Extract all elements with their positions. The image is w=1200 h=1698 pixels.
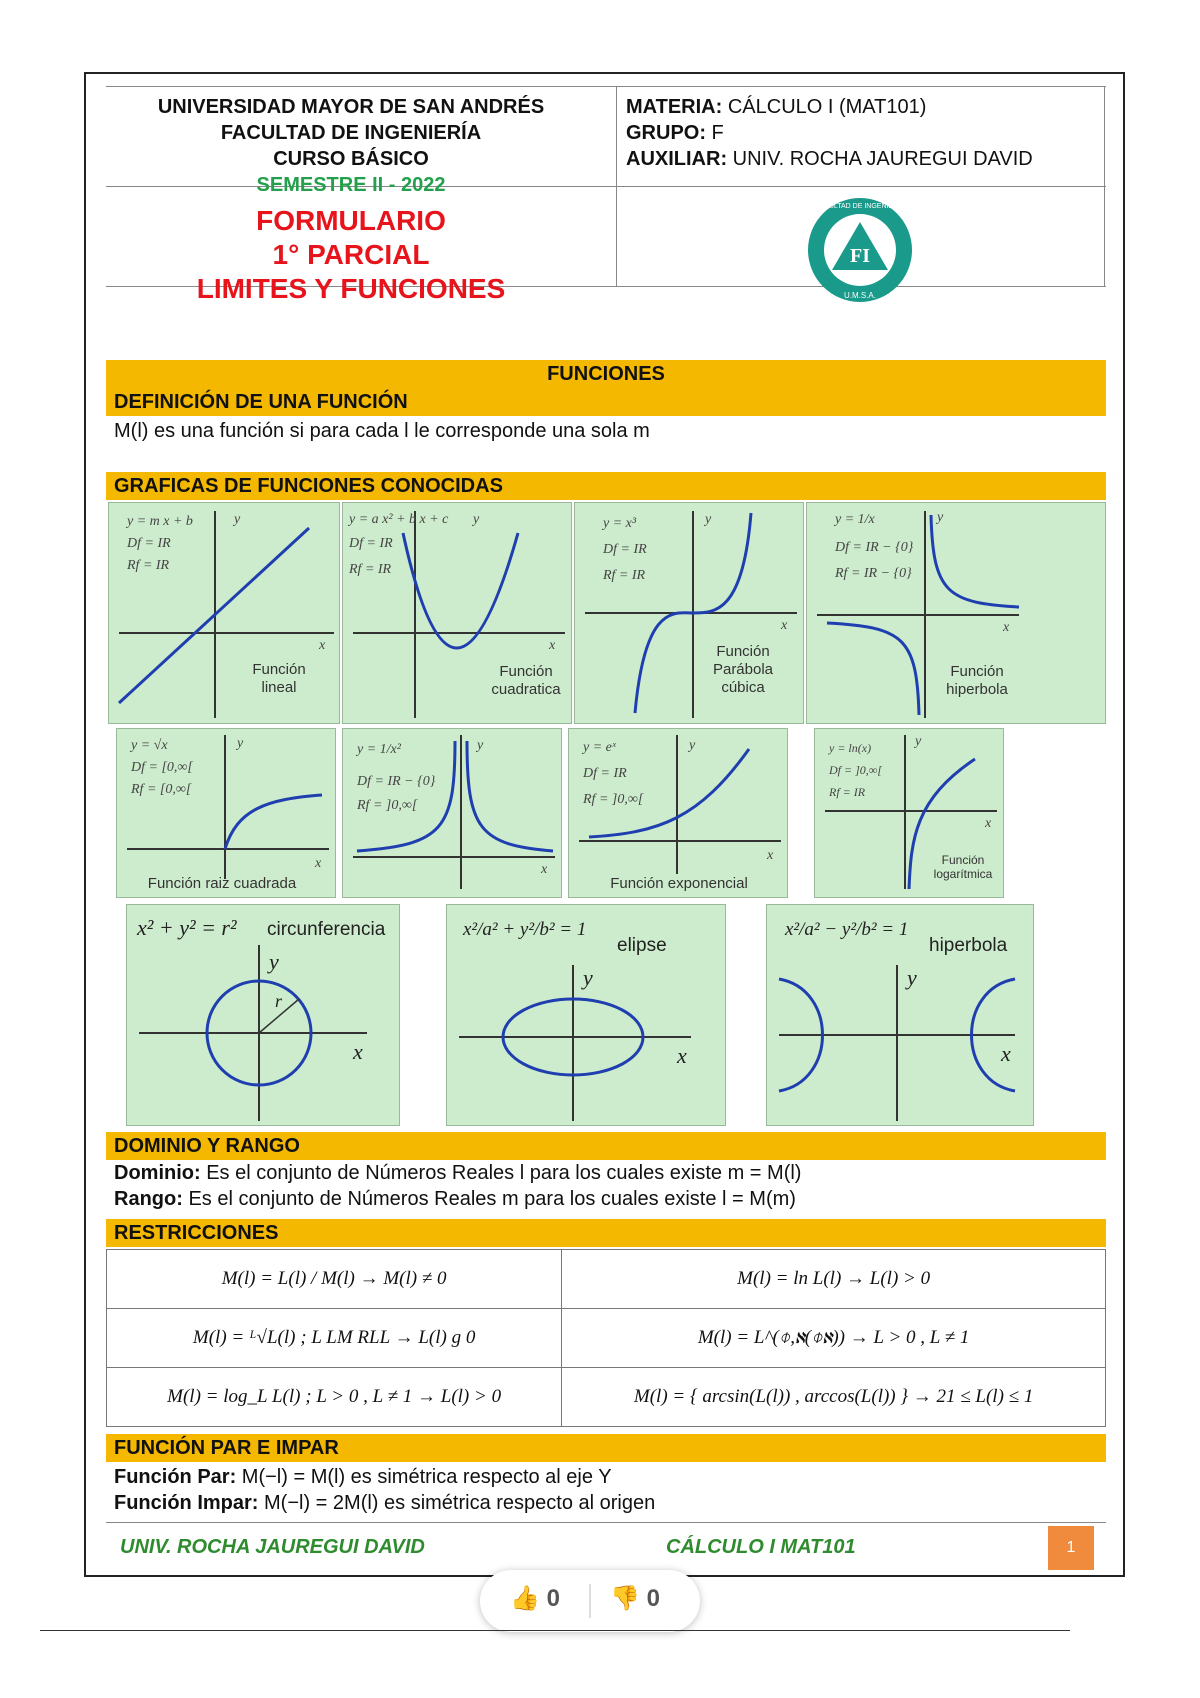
restriccion-cell: M(l) = ln L(l) → L(l) > 0: [562, 1250, 1106, 1309]
vote-separator: [589, 1584, 591, 1618]
title-line-2: 1° PARCIAL: [272, 239, 430, 270]
graph-hiperbola: [806, 502, 1106, 724]
document-page: [84, 72, 1125, 1577]
auxiliar-line: [626, 146, 1106, 172]
section-dominio-rango: DOMINIO Y RANGO: [106, 1132, 1106, 1160]
graph-hiperbola-name: Función hiperbola: [946, 663, 1008, 698]
graph-hiperbola-domain: Df = IR − {0}: [835, 540, 914, 555]
graph-inverso-cuadrado-formula: y = 1/x²: [357, 742, 401, 757]
graph-inverso-cuadrado-x: x: [541, 862, 548, 877]
graph-logaritmica-y: y: [915, 734, 922, 749]
dominio-text: Es el conjunto de Números Reales l para los cuales existe m = M(l): [200, 1162, 802, 1184]
grupo-line: [626, 120, 1106, 146]
title-line-1: FORMULARIO: [256, 205, 446, 236]
graph-cuadratica: [342, 502, 572, 724]
graph-hiperbola-range: Rf = IR − {0}: [835, 566, 912, 581]
par-label: Función Par:: [114, 1466, 237, 1488]
graph-elipse-formula: x²/a² + y²/b² = 1: [463, 919, 587, 940]
graph-inverso-cuadrado: [342, 728, 562, 898]
section-par-impar: FUNCIÓN PAR E IMPAR: [106, 1434, 1106, 1462]
section-restricciones: RESTRICCIONES: [106, 1219, 1106, 1247]
graph-hiperbola-formula: y = 1/x: [835, 512, 875, 527]
rango-text: Es el conjunto de Números Reales m para los cuales existe l = M(m): [182, 1188, 796, 1210]
graph-logaritmica-domain: Df = ]0,∞[: [829, 763, 882, 777]
graph-cubica-x: x: [781, 618, 788, 633]
graph-hiperbola-conica-name: hiperbola: [929, 935, 1008, 956]
graph-exponencial-domain: Df = IR: [583, 766, 627, 781]
graph-logaritmica-range: Rf = IR: [829, 785, 866, 799]
graph-lineal-x: x: [319, 638, 326, 653]
title-line-3: LIMITES Y FUNCIONES: [196, 273, 506, 304]
graph-circunferencia-name: circunferencia: [267, 919, 386, 940]
table-row: [107, 1368, 1106, 1427]
graph-exponencial-range: Rf = ]0,∞[: [583, 792, 644, 807]
graph-circunferencia-formula: x² + y² = r²: [137, 915, 237, 940]
graph-raiz-x: x: [315, 856, 322, 871]
rango-label: Rango:: [114, 1188, 183, 1210]
auxiliar-value: UNIV. ROCHA JAUREGUI DAVID: [727, 148, 1033, 170]
header-divider: [616, 86, 617, 286]
graph-hiperbola-conica: [766, 904, 1034, 1126]
graph-lineal-range: Rf = IR: [127, 558, 170, 573]
graph-circunferencia: [126, 904, 400, 1126]
graph-cubica-domain: Df = IR: [603, 542, 647, 557]
graph-raiz-formula: y = √x: [131, 738, 168, 753]
graph-elipse: [446, 904, 726, 1126]
page-number: 1: [1048, 1526, 1094, 1570]
materia-line: [626, 94, 1106, 120]
graph-cubica: [574, 502, 804, 724]
graph-lineal-domain: Df = IR: [127, 536, 171, 551]
restriccion-cell: M(l) = L^(⌽,ℵ(⌽ℵ)) → L > 0 , L ≠ 1: [562, 1309, 1106, 1368]
graph-cubica-formula: y = x³: [603, 516, 637, 531]
auxiliar-label: AUXILIAR:: [626, 148, 728, 170]
graph-circunferencia-radius: r: [275, 991, 283, 1011]
impar-text: M(−l) = 2M(l) es simétrica respecto al origen: [258, 1492, 656, 1514]
section-definicion: DEFINICIÓN DE UNA FUNCIÓN: [106, 388, 1106, 416]
graph-hiperbola-x: x: [1003, 620, 1010, 635]
table-row: [107, 1309, 1106, 1368]
graph-inverso-cuadrado-range: Rf = ]0,∞[: [357, 798, 418, 813]
footer-course: CÁLCULO I MAT101: [666, 1536, 856, 1558]
logo-center-text: FI: [850, 245, 870, 267]
graph-cuadratica-range: Rf = IR: [349, 562, 392, 577]
graph-cuadratica-x: x: [549, 638, 556, 653]
upvote-count: 0: [546, 1585, 560, 1612]
graph-cuadratica-formula: y = a x² + b x + c: [349, 512, 449, 527]
footer-author: UNIV. ROCHA JAUREGUI DAVID: [120, 1536, 425, 1558]
graph-raiz-range: Rf = [0,∞[: [131, 782, 192, 797]
graph-exponencial: [568, 728, 788, 898]
thumbs-down-icon: 👎: [610, 1585, 640, 1612]
graph-exponencial-name: Función exponencial: [610, 875, 748, 892]
graph-hiperbola-conica-formula: x²/a² − y²/b² = 1: [785, 919, 909, 940]
graph-logaritmica: [814, 728, 1004, 898]
graph-logaritmica-formula: y = ln(x): [829, 741, 872, 755]
downvote-count: 0: [646, 1585, 660, 1612]
document-title: [106, 204, 596, 306]
upvote-button[interactable]: [510, 1584, 560, 1613]
graph-inverso-cuadrado-y: y: [477, 738, 484, 753]
graph-lineal-name: Función lineal: [252, 661, 306, 696]
graph-lineal-y: y: [234, 512, 241, 527]
graph-exponencial-y: y: [689, 738, 696, 753]
rango-line: [114, 1186, 796, 1212]
graph-raiz-name: Función raiz cuadrada: [147, 875, 297, 892]
graph-cubica-y: y: [705, 512, 712, 527]
graph-elipse-y: y: [583, 965, 593, 990]
graph-cubica-range: Rf = IR: [603, 568, 646, 583]
graph-inverso-cuadrado-domain: Df = IR − {0}: [357, 774, 436, 789]
downvote-button[interactable]: [610, 1584, 660, 1613]
logo-bottom-text: U.M.S.A.: [843, 291, 877, 300]
graph-circunferencia-y: y: [269, 949, 279, 974]
restriccion-cell: M(l) = ᴸ√L(l) ; L LM RLL → L(l) g 0: [107, 1309, 562, 1368]
faculty-logo: [806, 196, 914, 304]
graph-lineal: [108, 502, 340, 724]
impar-label: Función Impar:: [114, 1492, 259, 1514]
graph-raiz-domain: Df = [0,∞[: [131, 760, 193, 775]
dominio-line: [114, 1160, 801, 1186]
restricciones-table: [106, 1249, 1106, 1427]
vote-widget: [480, 1570, 700, 1632]
graph-hiperbola-y: y: [937, 510, 944, 525]
impar-line: [114, 1490, 655, 1516]
course-info-block: [626, 94, 1106, 172]
restriccion-cell: M(l) = { arcsin(L(l)) , arccos(L(l)) } → 21 ≤ L(l) ≤ 1: [562, 1368, 1106, 1427]
institution-block: [106, 94, 596, 198]
dominio-label: Dominio:: [114, 1162, 201, 1184]
header-top-rule: [106, 86, 1106, 87]
materia-value: CÁLCULO I (MAT101): [722, 96, 927, 118]
graph-hiperbola-conica-y: y: [907, 965, 917, 990]
logo-top-text: FACULTAD DE INGENIERIA: [815, 203, 905, 210]
graph-cuadratica-domain: Df = IR: [349, 536, 393, 551]
graph-cuadratica-y: y: [473, 512, 480, 527]
graph-elipse-x: x: [677, 1043, 687, 1068]
graph-lineal-formula: y = m x + b: [127, 514, 193, 529]
bottom-rule: [40, 1630, 1070, 1631]
graph-cuadratica-name: Función cuadratica: [491, 663, 561, 698]
university-name: UNIVERSIDAD MAYOR DE SAN ANDRÉS: [157, 96, 545, 118]
graph-logaritmica-name: Función logarítmica: [933, 853, 993, 881]
graph-hiperbola-conica-x: x: [1001, 1041, 1011, 1066]
graph-raiz-y: y: [237, 736, 244, 751]
graph-cubica-name: Función Parábola cúbica: [712, 643, 774, 696]
table-row: [107, 1250, 1106, 1309]
materia-label: MATERIA:: [626, 96, 723, 118]
graph-exponencial-formula: y = eˣ: [583, 740, 616, 755]
graph-logaritmica-x: x: [985, 816, 992, 831]
graph-circunferencia-x: x: [353, 1039, 363, 1064]
grupo-value: F: [706, 122, 724, 144]
graph-elipse-name: elipse: [617, 935, 667, 956]
section-funciones: FUNCIONES: [106, 360, 1106, 388]
thumbs-up-icon: 👍: [510, 1585, 540, 1612]
footer-rule: [106, 1522, 1106, 1523]
faculty-name: FACULTAD DE INGENIERÍA: [220, 122, 482, 144]
section-graficas: GRAFICAS DE FUNCIONES CONOCIDAS: [106, 472, 1106, 500]
par-text: M(−l) = M(l) es simétrica respecto al eje Y: [236, 1466, 612, 1488]
course-name: CURSO BÁSICO: [273, 148, 429, 170]
graph-raiz: [116, 728, 336, 898]
grupo-label: GRUPO:: [626, 122, 706, 144]
restriccion-cell: M(l) = L(l) / M(l) → M(l) ≠ 0: [107, 1250, 562, 1309]
par-line: [114, 1464, 612, 1490]
semester-label: SEMESTRE II - 2022: [256, 174, 446, 196]
restriccion-cell: M(l) = log_L L(l) ; L > 0 , L ≠ 1 → L(l) > 0: [107, 1368, 562, 1427]
definition-text: M(l) es una función si para cada l le corresponde una sola m: [114, 420, 650, 442]
graph-exponencial-x: x: [767, 848, 774, 863]
